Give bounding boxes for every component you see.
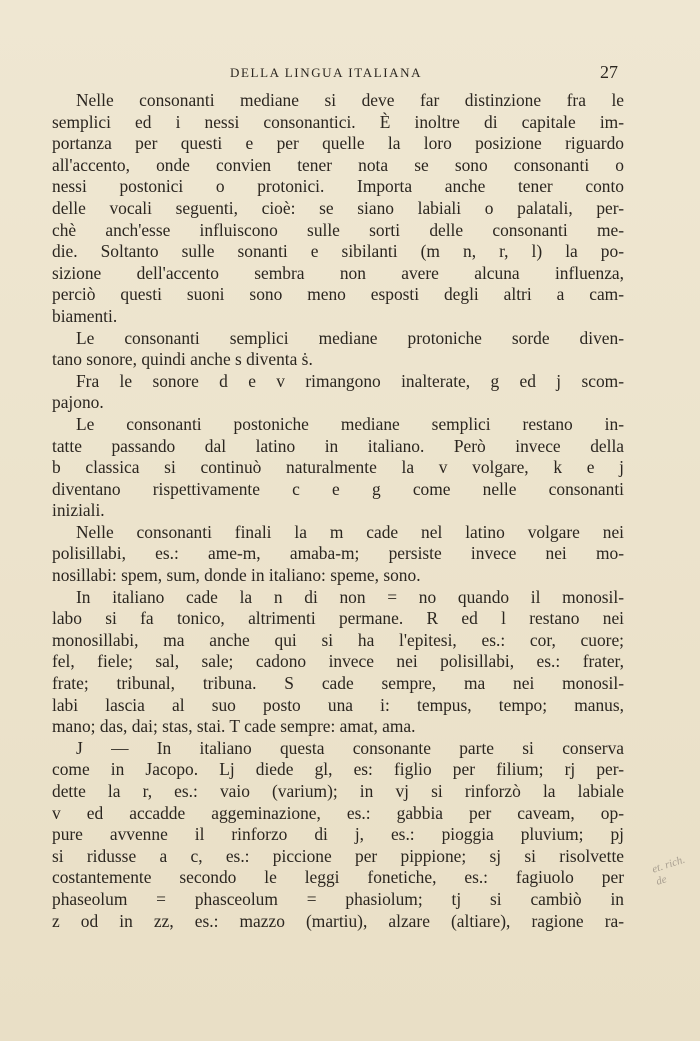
text-line: Fra le sonore d e v rimangono inalterate, g ed j scom- (76, 370, 624, 391)
text-line: Nelle consonanti mediane si deve far distinzione fra le (76, 90, 624, 110)
text-line: all'accento, onde convien tener nota se sono consonanti o (52, 154, 624, 175)
text-line: phaseolum = phasceolum = phasiolum; tj si cambiò in (52, 888, 624, 909)
text-line: dette la r, es.: vaio (varium); in vj si rinforzò la labiale (52, 781, 624, 801)
text-line: polisillabi, es.: ame-m, amaba-m; persiste invece nei mo- (52, 543, 624, 564)
text-line: semplici ed i nessi consonantici. È inoltre di capitale im- (52, 111, 624, 132)
text-line: costantemente secondo le leggi fonetiche, es.: fagiuolo per (52, 867, 624, 888)
text-line: monosillabi, ma anche qui si ha l'epitesi, es.: cor, cuore; (52, 629, 624, 650)
text-line: come in Jacopo. Lj diede gl, es: figlio per filium; rj per- (52, 759, 624, 780)
text-line: v ed accadde aggeminazione, es.: gabbia per caveam, op- (52, 802, 624, 823)
running-title: DELLA LINGUA ITALIANA (230, 65, 423, 80)
page-number: 27 (600, 62, 618, 82)
text-line: labi lascia al suo posto una i: tempus, tempo; manus, (52, 694, 624, 715)
text-line: tano sonore, quindi anche s diventa ṡ. (52, 349, 313, 370)
text-line: portanza per questi e per quelle la loro posizione riguardo (52, 133, 624, 154)
text-line: pure avvenne il rinforzo di j, es.: pioggia pluvium; pj (52, 824, 624, 845)
margin-stamp: et. rich. de (650, 853, 687, 888)
paragraph-consonanti-finali (52, 522, 624, 587)
text-line: perciò questi suoni sono meno esposti degli altri a cam- (52, 284, 624, 305)
text-line: J — In italiano questa consonante parte si conserva (76, 737, 624, 758)
text-line: Nelle consonanti finali la m cade nel latino volgare nei (76, 521, 624, 542)
text-line: si ridusse a c, es.: piccione per pippione; sj si risolvette (52, 845, 624, 866)
text-line: mano; das, dai; stas, stai. T cade sempre: amat, ama. (52, 716, 416, 737)
body-text (52, 90, 624, 932)
text-line: diventano rispettivamente c e g come nelle consonanti (52, 478, 624, 499)
text-line: delle vocali seguenti, cioè: se siano labiali o palatali, per- (52, 197, 624, 218)
text-line: frate; tribunal, tribuna. S cade sempre, ma nei monosil- (52, 673, 624, 694)
paragraph-postoniche (52, 414, 624, 522)
paragraph-monosillabi (52, 587, 624, 738)
paragraph-sonore (52, 371, 624, 414)
paragraph-protoniche (52, 328, 624, 371)
text-line: fel, fiele; sal, sale; cadono invece nei polisillabi, es.: frater, (52, 651, 624, 672)
text-line: Le consonanti postoniche mediane semplici restano in- (76, 413, 624, 434)
text-line: b classica si continuò naturalmente la v volgare, k e j (52, 457, 624, 478)
running-head (48, 62, 618, 84)
text-line: nessi postonici o protonici. Importa anche tener conto (52, 176, 624, 197)
text-line: pajono. (52, 392, 104, 413)
text-line: sizione dell'accento sembra non avere alcuna influenza, (52, 262, 624, 283)
text-line: biamenti. (52, 305, 118, 326)
text-line: In italiano cade la n di non = no quando il monosil- (76, 586, 624, 607)
text-line: labo si fa tonico, altrimenti permane. R ed l restano nei (52, 608, 624, 629)
text-line: nosillabi: spem, sum, donde in italiano: speme, sono. (52, 565, 421, 586)
text-line: iniziali. (52, 500, 105, 521)
text-line: Le consonanti semplici mediane protoniche sorde diven- (76, 327, 624, 348)
text-line: tatte passando dal latino in italiano. Però invece della (52, 435, 624, 456)
text-line: die. Soltanto sulle sonanti e sibilanti (m n, r, l) la po- (52, 241, 624, 262)
text-line: z od in zz, es.: mazzo (martiu), alzare (altiare), ragione ra- (52, 910, 624, 931)
paragraph-consonante-j (52, 738, 624, 932)
paragraph-consonanti-mediane (52, 90, 624, 328)
text-line: chè anch'esse influiscono sulle sorti delle consonanti me- (52, 219, 624, 240)
